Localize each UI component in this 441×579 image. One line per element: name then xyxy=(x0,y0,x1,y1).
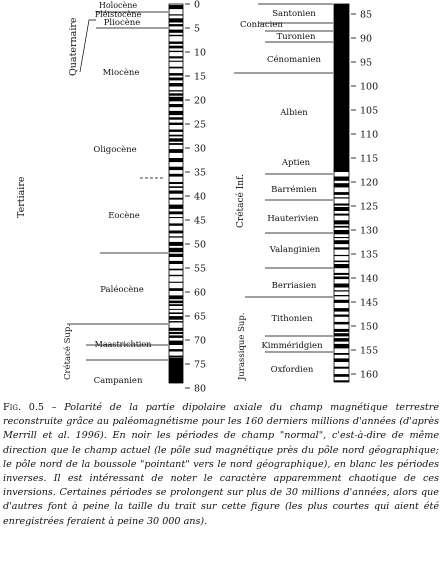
age-tick-label: 80 xyxy=(194,383,207,395)
right-polarity-band xyxy=(334,300,349,303)
age-tick-label: 130 xyxy=(360,225,379,237)
age-tick-label: 135 xyxy=(360,249,379,261)
left-polarity-band xyxy=(169,309,183,310)
left-polarity-band xyxy=(169,282,183,283)
age-tick-label: 50 xyxy=(194,239,207,251)
left-polarity-band xyxy=(169,149,183,153)
left-polarity-band xyxy=(169,217,183,218)
left-epoch-boundaries xyxy=(86,12,168,360)
right-polarity-band xyxy=(334,197,349,198)
right-polarity-band xyxy=(334,220,349,224)
stage-label-valanginien: Valanginien xyxy=(269,245,321,255)
left-polarity-band xyxy=(169,130,183,132)
era-label-coniacien: Coniacien xyxy=(240,20,283,30)
right-polarity-band xyxy=(334,295,349,296)
left-polarity-band xyxy=(169,211,183,214)
era-label-jurassique-sup: Jurassique Sup. xyxy=(237,312,247,380)
age-tick-label: 95 xyxy=(360,57,373,69)
left-age-scale xyxy=(185,0,206,395)
right-polarity-band xyxy=(334,329,349,332)
left-polarity-band xyxy=(169,275,183,276)
era-label-cretace-sup: Crétacé Sup. xyxy=(63,323,73,380)
right-polarity-band xyxy=(334,353,349,355)
left-polarity-band xyxy=(169,42,183,44)
age-tick-label: 15 xyxy=(194,71,207,83)
left-polarity-band xyxy=(169,14,183,15)
left-polarity-band xyxy=(169,174,183,177)
left-polarity-band xyxy=(169,138,183,141)
right-polarity-band xyxy=(334,214,349,216)
age-tick-label: 115 xyxy=(360,153,379,165)
right-polarity-band xyxy=(334,358,349,362)
age-tick-label: 110 xyxy=(360,129,379,141)
right-polarity-band xyxy=(334,284,349,288)
epoch-label-pleistocene: Pléistocène xyxy=(94,10,142,19)
epoch-label-eocene: Eocène xyxy=(108,211,140,221)
left-polarity-band xyxy=(169,356,183,358)
stage-label-berriasien: Berriasien xyxy=(271,281,317,291)
left-polarity-band xyxy=(169,90,183,91)
right-polarity-band xyxy=(334,192,349,195)
left-polarity-band xyxy=(169,46,183,49)
stage-label-kimmeridgien: Kimméridgien xyxy=(261,341,323,351)
age-tick-label: 140 xyxy=(360,273,379,285)
epoch-label-holocene: Holocène xyxy=(98,1,138,10)
left-polarity-band xyxy=(169,236,183,237)
right-polarity-band xyxy=(334,204,349,206)
age-tick-label: 20 xyxy=(194,95,207,107)
stage-label-aptien: Aptien xyxy=(281,158,311,168)
figure-label: Fig. 0.5 xyxy=(3,402,45,413)
age-tick-label: 45 xyxy=(194,215,207,227)
age-tick-label: 35 xyxy=(194,167,207,179)
stage-label-tithonien: Tithonien xyxy=(271,314,313,324)
right-polarity-band xyxy=(334,207,349,211)
left-polarity-band xyxy=(169,328,183,331)
right-polarity-band xyxy=(334,247,349,249)
left-polarity-band xyxy=(169,51,183,52)
left-polarity-band xyxy=(169,35,183,36)
era-label-cretace-inf: Crétacé Inf. xyxy=(236,174,246,228)
left-polarity-band xyxy=(169,104,183,107)
right-polarity-band xyxy=(334,315,349,317)
era-label-quaternaire: Quaternaire xyxy=(68,17,79,76)
left-polarity-band xyxy=(169,123,183,125)
age-tick-label: 5 xyxy=(194,23,201,35)
left-polarity-band xyxy=(169,143,183,145)
left-polarity-band xyxy=(169,242,183,246)
left-polarity-band xyxy=(169,205,183,209)
left-polarity-band xyxy=(169,312,183,314)
left-polarity-band xyxy=(169,248,183,252)
age-tick-label: 70 xyxy=(194,335,207,347)
left-polarity-band xyxy=(169,304,183,306)
age-tick-label: 90 xyxy=(360,33,373,45)
age-tick-label: 160 xyxy=(360,369,379,381)
age-tick-label: 75 xyxy=(194,359,207,371)
left-polarity-band xyxy=(169,61,183,62)
right-polarity-band xyxy=(334,374,349,377)
right-polarity-band xyxy=(334,261,349,263)
stage-label-hauterivien: Hauterivien xyxy=(267,214,319,224)
age-tick-label: 30 xyxy=(194,143,207,155)
age-tick-label: 155 xyxy=(360,345,379,357)
right-polarity-band xyxy=(334,255,349,256)
left-polarity-band xyxy=(169,97,183,102)
right-polarity-column xyxy=(334,4,349,382)
figure-caption xyxy=(3,401,439,529)
right-polarity-band xyxy=(334,183,349,187)
age-tick-label: 100 xyxy=(360,81,379,93)
left-polarity-band xyxy=(169,301,183,304)
epoch-label-miocene: Miocène xyxy=(102,68,140,78)
right-polarity-band xyxy=(334,230,349,234)
era-label-tertiaire: Tertiaire xyxy=(16,176,27,218)
right-polarity-band xyxy=(334,290,349,291)
left-polarity-band xyxy=(169,223,183,225)
left-polarity-band xyxy=(169,332,183,334)
left-polarity-band xyxy=(169,269,183,271)
right-polarity-band xyxy=(334,226,349,228)
age-tick-label: 10 xyxy=(194,47,207,59)
right-polarity-band xyxy=(334,308,349,312)
age-tick-label: 145 xyxy=(360,297,379,309)
right-polarity-band xyxy=(334,344,349,349)
left-polarity-band xyxy=(169,321,183,322)
right-polarity-band xyxy=(334,240,349,244)
left-polarity-band xyxy=(169,261,183,264)
right-polarity-band xyxy=(334,273,349,275)
age-tick-label: 85 xyxy=(360,9,373,21)
epoch-label-oligocene: Oligocène xyxy=(93,145,137,155)
right-polarity-band xyxy=(334,322,349,325)
left-polarity-band xyxy=(169,158,183,162)
left-polarity-band xyxy=(169,191,183,194)
left-polarity-band xyxy=(169,231,183,234)
left-polarity-band xyxy=(169,117,183,119)
left-polarity-band xyxy=(169,349,183,351)
age-tick-label: 55 xyxy=(194,263,207,275)
left-polarity-band xyxy=(169,198,183,200)
right-polarity-band xyxy=(334,338,349,342)
right-polarity-band xyxy=(334,333,349,336)
left-polarity-band xyxy=(169,341,183,345)
left-polarity-band xyxy=(169,18,183,22)
left-polarity-band xyxy=(169,30,183,33)
left-polarity-band xyxy=(169,93,183,95)
left-polarity-band xyxy=(169,67,183,69)
stage-label-turonien: Turonien xyxy=(276,32,316,42)
left-polarity-band xyxy=(169,182,183,184)
left-polarity-band-long-normal xyxy=(169,358,183,383)
right-polarity-band xyxy=(334,277,349,280)
left-polarity-band xyxy=(169,24,183,26)
age-tick-label: 125 xyxy=(360,201,379,213)
stage-label-cenomanien: Cénomanien xyxy=(267,55,321,65)
left-polarity-band xyxy=(169,254,183,257)
epoch-label-pliocene: Pliocène xyxy=(103,18,141,28)
age-tick-label: 120 xyxy=(360,177,379,189)
right-polarity-band xyxy=(334,380,349,382)
right-polarity-band xyxy=(334,177,349,181)
stage-label-santonien: Santonien xyxy=(272,9,316,19)
stage-label-albien: Albien xyxy=(280,108,308,118)
left-polarity-column xyxy=(169,4,183,383)
age-tick-label: 150 xyxy=(360,321,379,333)
right-age-scale xyxy=(351,10,378,381)
caption-text: – Polarité de la partie dipolaire axiale du champ magnétique terrestre reconstruite grâce au paléomagnétisme pour les 160 derniers millions d'années (d'après Merrill et al. 1996). En noir les périodes de champ "normal", c'est-à-dire de même direction que le champ actuel (le pôle sud magnétique près du pôle nord géographique; le pôle nord de la boussole "pointant" vers le nord géographique), en blanc les périodes inverses. Il est intéressant de noter le caractère apparemment chaotique de ces inversions. Certaines périodes se prolongent sur plus de 30 millions d'années, alors que d'autres font à peine la taille du trait sur cette figure (les plus courtes qui aient été enregistrées feraient à peine 30 000 ans). xyxy=(3,402,439,527)
age-tick-label: 105 xyxy=(360,105,379,117)
left-polarity-band xyxy=(169,73,183,76)
left-polarity-band xyxy=(169,111,183,115)
epoch-label-maastrichtien: Maastrichtien xyxy=(94,340,152,349)
right-polarity-band xyxy=(334,264,349,268)
age-tick-label: 65 xyxy=(194,311,207,323)
age-tick-label: 25 xyxy=(194,119,207,131)
right-polarity-band-long-normal xyxy=(334,4,349,172)
right-polarity-band xyxy=(334,237,349,238)
epoch-label-campanien: Campanien xyxy=(93,376,143,386)
left-polarity-band xyxy=(169,167,183,170)
left-polarity-band xyxy=(169,186,183,188)
left-polarity-band xyxy=(169,56,183,58)
age-tick-label: 60 xyxy=(194,287,207,299)
left-polarity-band xyxy=(169,316,183,320)
left-polarity-band xyxy=(169,135,183,137)
left-polarity-band xyxy=(169,83,183,87)
age-tick-label: 40 xyxy=(194,191,207,203)
left-polarity-band xyxy=(169,335,183,338)
left-polarity-band xyxy=(169,295,183,299)
stage-label-oxfordien: Oxfordien xyxy=(270,365,314,375)
left-polarity-band xyxy=(169,5,183,9)
age-tick-label: 0 xyxy=(194,0,201,11)
stage-label-barremien: Barrémien xyxy=(271,185,317,195)
left-polarity-band xyxy=(169,78,183,81)
epoch-label-paleocene: Paléocène xyxy=(100,285,144,295)
left-polarity-band xyxy=(169,288,183,291)
right-polarity-band xyxy=(334,367,349,369)
